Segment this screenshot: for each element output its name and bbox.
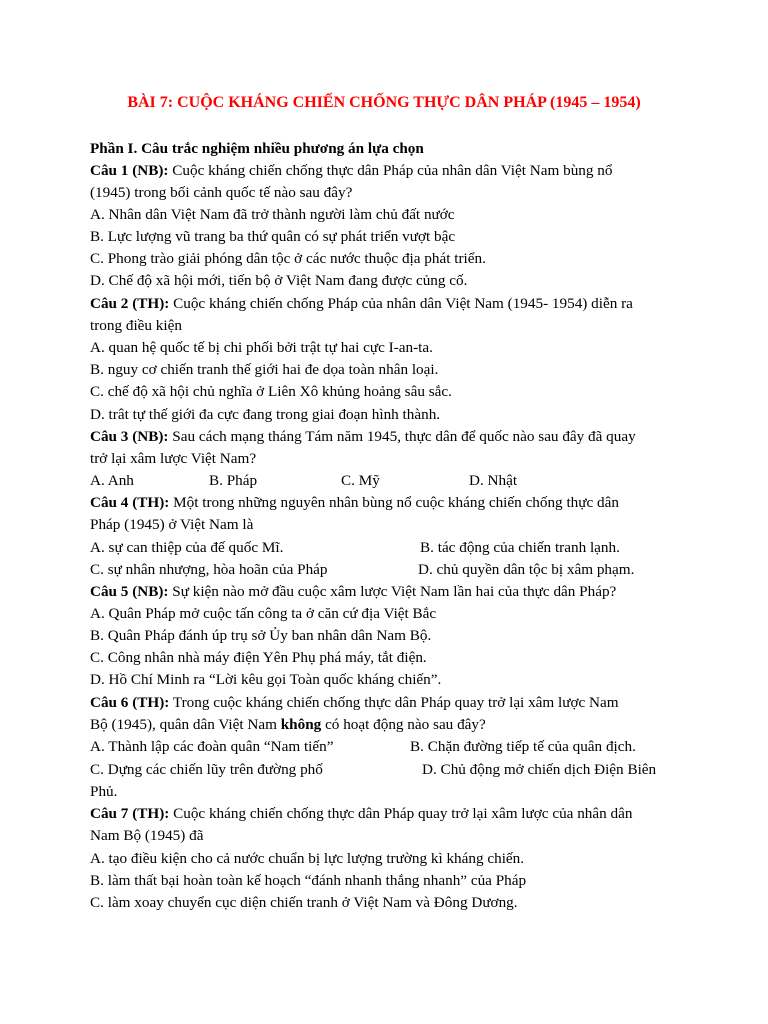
section-heading: Phần I. Câu trắc nghiệm nhiều phương án lựa chọn	[90, 140, 424, 157]
answer-option: A. tạo điều kiện cho cả nước chuẩn bị lực lượng trường kì kháng chiến.	[90, 850, 525, 867]
question-1: Câu 1 (NB): Cuộc kháng chiến chống thực dân Pháp của nhân dân Việt Nam bùng nổ	[90, 162, 613, 179]
answer-option-cont: Phủ.	[90, 783, 118, 800]
answer-option: C. Mỹ	[341, 472, 380, 489]
answer-option: A. Thành lập các đoàn quân “Nam tiến”	[90, 738, 334, 755]
emphasis-not: không	[280, 716, 322, 733]
answer-option: C. Phong trào giải phóng dân tộc ở các nước thuộc địa phát triển.	[90, 250, 486, 267]
question-label: Câu 1 (NB):	[90, 162, 169, 179]
answer-row	[90, 471, 690, 491]
answer-row	[90, 760, 690, 780]
answer-option: A. quan hệ quốc tế bị chi phối bởi trật tự hai cực I-an-ta.	[90, 339, 433, 356]
question-4-cont: Pháp (1945) ở Việt Nam là	[90, 516, 254, 533]
answer-option: C. làm xoay chuyển cục diện chiến tranh ở Việt Nam và Đông Dương.	[90, 894, 518, 911]
answer-option: D. chủ quyền dân tộc bị xâm phạm.	[418, 561, 635, 578]
answer-option: B. Pháp	[209, 472, 258, 489]
answer-row	[90, 560, 690, 580]
question-4: Câu 4 (TH): Một trong những nguyên nhân bùng nổ cuộc kháng chiến chống thực dân	[90, 494, 619, 511]
question-label: Câu 2 (TH):	[90, 295, 170, 312]
question-label: Câu 7 (TH):	[90, 805, 170, 822]
answer-option: D. Chế độ xã hội mới, tiến bộ ở Việt Nam đang được củng cố.	[90, 272, 468, 289]
answer-option: C. Dựng các chiến lũy trên đường phố	[90, 761, 323, 778]
question-6: Câu 6 (TH): Trong cuộc kháng chiến chống thực dân Pháp quay trở lại xâm lược Nam	[90, 694, 619, 711]
answer-row	[90, 737, 690, 757]
answer-option: B. Chặn đường tiếp tế của quân địch.	[410, 738, 636, 755]
answer-option: A. sự can thiệp của đế quốc Mĩ.	[90, 539, 284, 556]
question-label: Câu 3 (NB):	[90, 428, 169, 445]
answer-option: D. Chủ động mở chiến dịch Điện Biên	[422, 761, 657, 778]
answer-row	[90, 538, 690, 558]
answer-option: D. Hồ Chí Minh ra “Lời kêu gọi Toàn quốc kháng chiến”.	[90, 671, 442, 688]
question-7: Câu 7 (TH): Cuộc kháng chiến chống thực dân Pháp quay trở lại xâm lược của nhân dân	[90, 805, 633, 822]
question-5: Câu 5 (NB): Sự kiện nào mở đầu cuộc xâm lược Việt Nam lần hai của thực dân Pháp?	[90, 583, 617, 600]
answer-option: B. Lực lượng vũ trang ba thứ quân có sự phát triển vượt bậc	[90, 228, 456, 245]
question-2: Câu 2 (TH): Cuộc kháng chiến chống Pháp của nhân dân Việt Nam (1945- 1954) diễn ra	[90, 295, 633, 312]
question-3: Câu 3 (NB): Sau cách mạng tháng Tám năm 1945, thực dân để quốc nào sau đây đã quay	[90, 428, 636, 445]
answer-option: A. Anh	[90, 472, 134, 489]
question-6-cont: Bộ (1945), quân dân Việt Nam không có hoạt động nào sau đây?	[90, 716, 486, 733]
answer-option: A. Nhân dân Việt Nam đã trở thành người làm chủ đất nước	[90, 206, 455, 223]
answer-option: C. sự nhân nhượng, hòa hoãn của Pháp	[90, 561, 328, 578]
question-label: Câu 4 (TH):	[90, 494, 170, 511]
answer-option: C. Công nhân nhà máy điện Yên Phụ phá máy, tắt điện.	[90, 649, 427, 666]
question-2-cont: trong điều kiện	[90, 317, 182, 334]
answer-option: A. Quân Pháp mở cuộc tấn công ta ở căn cứ địa Việt Bắc	[90, 605, 437, 622]
answer-option: B. nguy cơ chiến tranh thế giới hai đe dọa toàn nhân loại.	[90, 361, 439, 378]
question-label: Câu 6 (TH):	[90, 694, 170, 711]
answer-option: B. làm thất bại hoàn toàn kế hoạch “đánh nhanh thắng nhanh” của Pháp	[90, 872, 527, 889]
lesson-title: BÀI 7: CUỘC KHÁNG CHIẾN CHỐNG THỰC DÂN PHÁP (1945 – 1954)	[127, 94, 641, 111]
answer-option: D. Nhật	[469, 472, 518, 489]
question-3-cont: trở lại xâm lược Việt Nam?	[90, 450, 257, 467]
answer-option: D. trât tự thế giới đa cực đang trong giai đoạn hình thành.	[90, 406, 441, 423]
answer-option: B. Quân Pháp đánh úp trụ sở Ủy ban nhân dân Nam Bộ.	[90, 627, 432, 644]
question-label: Câu 5 (NB):	[90, 583, 169, 600]
question-7-cont: Nam Bộ (1945) đã	[90, 827, 204, 844]
answer-option: C. chế độ xã hội chủ nghĩa ở Liên Xô khủng hoảng sâu sắc.	[90, 383, 452, 400]
question-1-cont: (1945) trong bối cảnh quốc tế nào sau đây?	[90, 184, 353, 201]
answer-option: B. tác động của chiến tranh lạnh.	[420, 539, 620, 556]
